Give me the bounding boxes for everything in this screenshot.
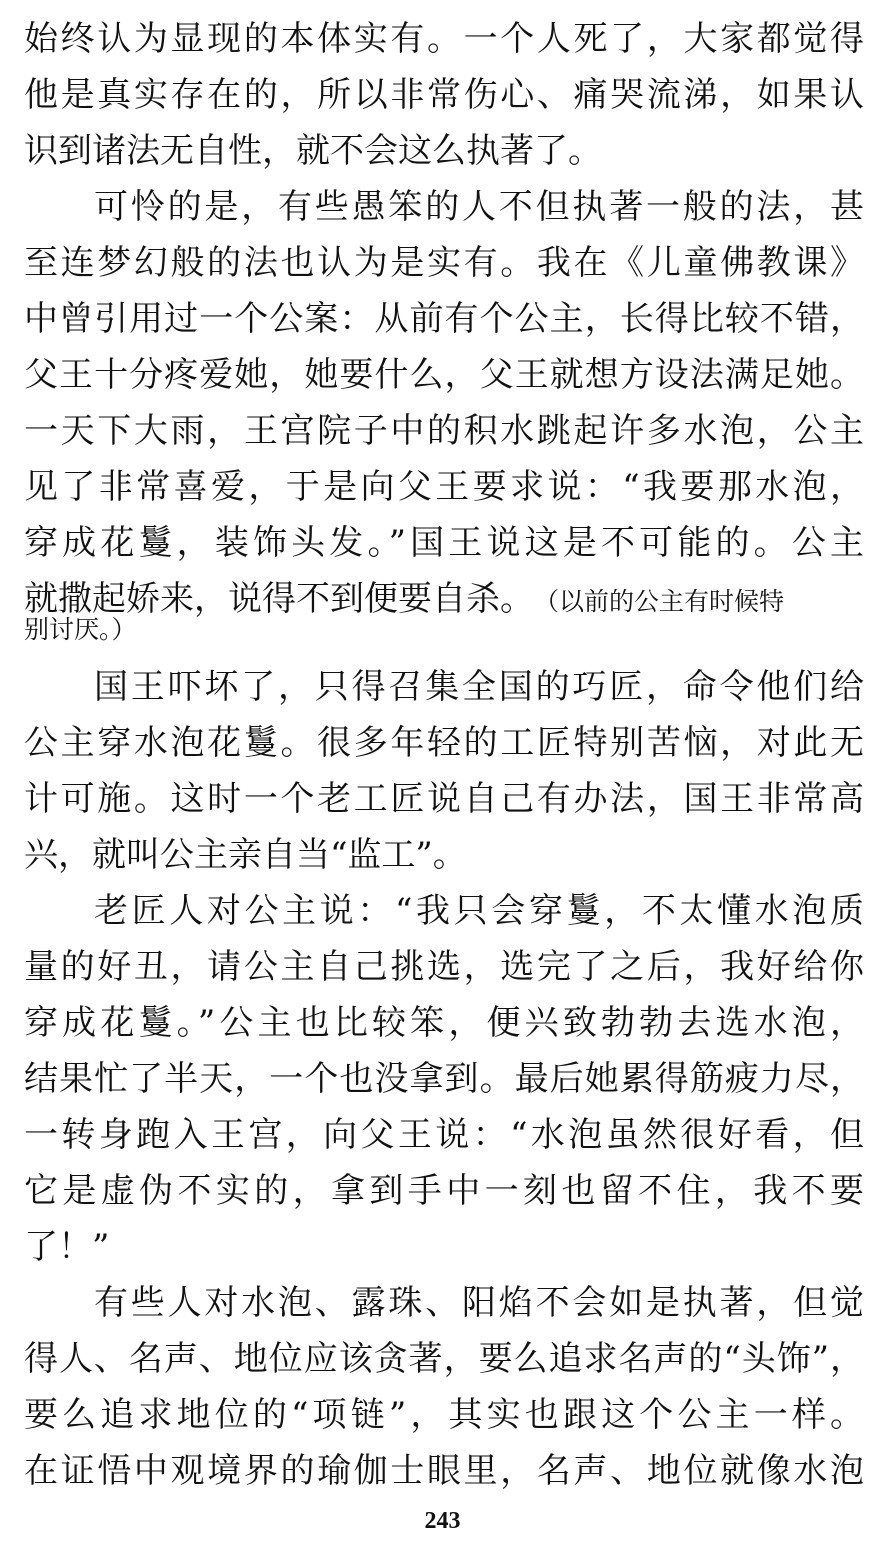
text-line: 公主穿水泡花鬘。很多年轻的工匠特别苦恼，对此无 bbox=[24, 723, 864, 763]
text-line: 结果忙了半天，一个也没拿到。最后她累得筋疲力尽， bbox=[24, 1059, 864, 1099]
text-line: 中曾引用过一个公案：从前有个公主，长得比较不错， bbox=[24, 299, 864, 339]
text-line: 兴，就叫公主亲自当“监工”。 bbox=[24, 835, 467, 875]
text-line: 穿成花鬘。”公主也比较笨，便兴致勃勃去选水泡， bbox=[24, 1003, 864, 1043]
text-line: 在证悟中观境界的瑜伽士眼里，名声、地位就像水泡 bbox=[24, 1451, 864, 1491]
text-line: 老匠人对公主说：“我只会穿鬘，不太懂水泡质 bbox=[94, 891, 864, 931]
text-line: 得人、名声、地位应该贪著，要么追求名声的“头饰”， bbox=[24, 1339, 864, 1379]
text-line: 可怜的是，有些愚笨的人不但执著一般的法，甚 bbox=[94, 187, 864, 227]
text-line: 国王吓坏了，只得召集全国的巧匠，命令他们给 bbox=[94, 667, 864, 707]
inline-note-continuation: 别讨厌。） bbox=[24, 615, 137, 644]
text-line-main: 就撒起娇来，说得不到便要自杀。 bbox=[24, 579, 534, 619]
text-line: 识到诸法无自性，就不会这么执著了。 bbox=[24, 131, 602, 171]
text-line: 了！” bbox=[24, 1227, 110, 1267]
text-line: 它是虚伪不实的，拿到手中一刻也留不住，我不要 bbox=[24, 1171, 864, 1211]
inline-note: （以前的公主有时候特 bbox=[534, 587, 785, 616]
text-line: 量的好丑，请公主自己挑选，选完了之后，我好给你 bbox=[24, 947, 864, 987]
text-line: 计可施。这时一个老工匠说自己有办法，国王非常高 bbox=[24, 779, 864, 819]
text-line: 有些人对水泡、露珠、阳焰不会如是执著，但觉 bbox=[94, 1283, 864, 1323]
page-number: 243 bbox=[424, 1508, 461, 1534]
text-line: 至连梦幻般的法也认为是实有。我在《儿童佛教课》 bbox=[24, 243, 864, 283]
text-line: 穿成花鬘，装饰头发。”国王说这是不可能的。公主 bbox=[24, 523, 864, 563]
text-line: 一天下大雨，王宫院子中的积水跳起许多水泡，公主 bbox=[24, 411, 864, 451]
text-line: 一转身跑入王宫，向父王说：“水泡虽然很好看，但 bbox=[24, 1115, 864, 1155]
text-line: 始终认为显现的本体实有。一个人死了，大家都觉得 bbox=[24, 19, 864, 59]
text-line: 父王十分疼爱她，她要什么，父王就想方设法满足她。 bbox=[24, 355, 864, 395]
text-line: 他是真实存在的，所以非常伤心、痛哭流涕，如果认 bbox=[24, 75, 864, 115]
text-line: 要么追求地位的“项链”，其实也跟这个公主一样。 bbox=[24, 1395, 864, 1435]
text-line: 见了非常喜爱，于是向父王要求说：“我要那水泡， bbox=[24, 467, 864, 507]
